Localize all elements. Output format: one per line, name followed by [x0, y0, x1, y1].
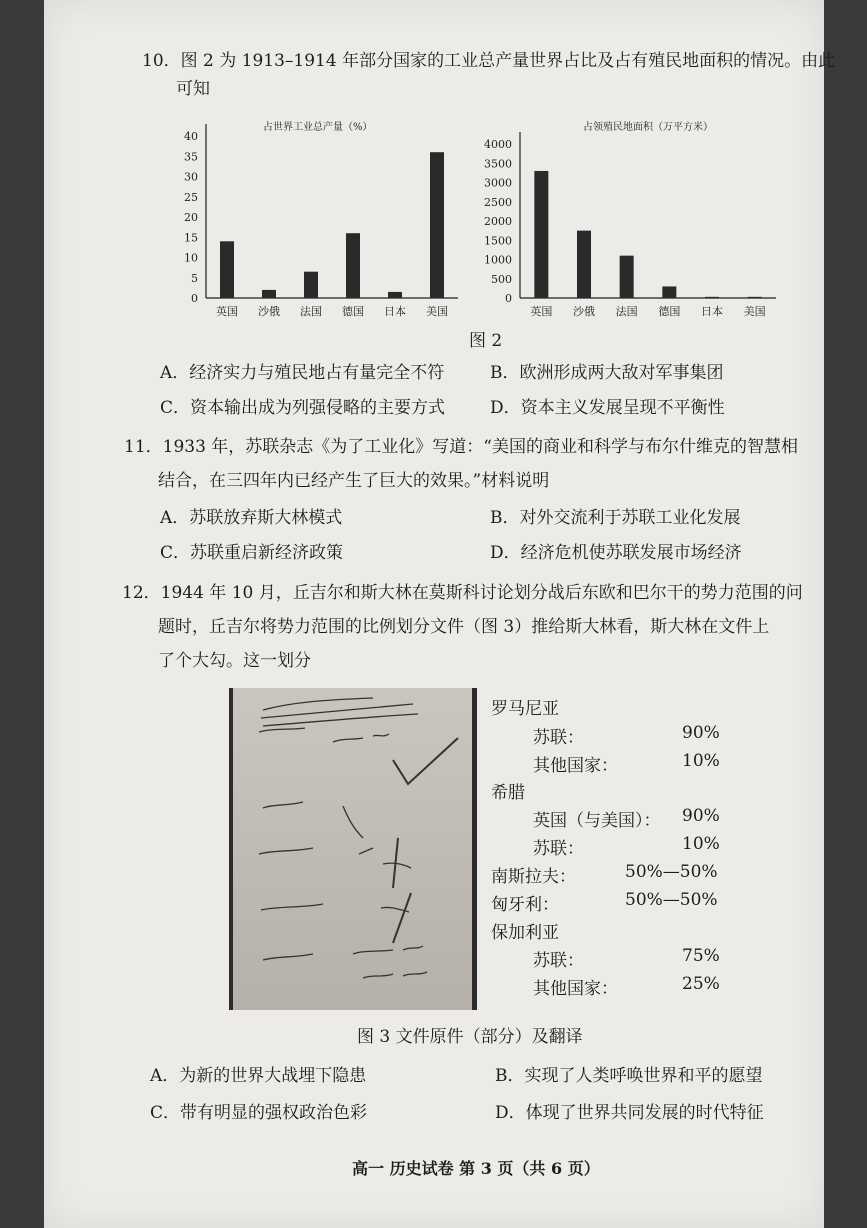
x-tick-label: 沙俄	[258, 305, 280, 318]
y-tick-label: 40	[184, 130, 198, 143]
q11-stem-line1: 11．1933 年，苏联杂志《为了工业化》写道：“美国的商业和科学与布尔什维克的智慧相	[124, 437, 798, 457]
bar-美国	[748, 297, 762, 298]
romania-ussr-value: 90%	[682, 723, 720, 743]
q10-option-a[interactable]: A．经济实力与殖民地占有量完全不符	[160, 363, 445, 383]
q10-stem-line2: 可知	[176, 79, 210, 99]
x-tick-label: 德国	[342, 305, 364, 318]
greece-uk-label: 英国（与美国）：	[533, 811, 661, 831]
q10-option-b[interactable]: B．欧洲形成两大敌对军事集团	[490, 363, 724, 383]
x-tick-label: 美国	[743, 305, 766, 318]
y-tick-label: 2500	[484, 195, 512, 209]
q10-option-c[interactable]: C．资本输出成为列强侵略的主要方式	[160, 398, 446, 418]
bar-英国	[534, 171, 548, 298]
bar-法国	[304, 272, 318, 298]
bar-日本	[705, 297, 719, 298]
figure-3-caption: 图 3 文件原件（部分）及翻译	[357, 1027, 583, 1047]
y-tick-label: 2000	[484, 215, 512, 228]
q11-stem-line2: 结合，在三四年内已经产生了巨大的效果。”材料说明	[158, 471, 550, 491]
hungary-label: 匈牙利：	[491, 895, 559, 915]
y-tick-label: 1500	[484, 234, 512, 248]
bar-法国	[620, 256, 634, 298]
bar-美国	[430, 152, 444, 298]
greece-ussr-value: 10%	[682, 834, 720, 854]
q12-option-c[interactable]: C．带有明显的强权政治色彩	[150, 1103, 368, 1123]
y-tick-label: 500	[491, 272, 512, 286]
figure-2-charts	[168, 110, 788, 325]
bar-德国	[346, 233, 360, 298]
greece-uk-value: 90%	[682, 806, 720, 826]
bar-沙俄	[577, 231, 591, 298]
q12-option-b[interactable]: B．实现了人类呼唤世界和平的愿望	[495, 1066, 763, 1086]
bar-英国	[220, 241, 234, 298]
q12-option-a[interactable]: A．为新的世界大战埋下隐患	[150, 1066, 367, 1086]
y-tick-label: 20	[184, 211, 198, 224]
hungary-value: 50%—50%	[625, 890, 718, 910]
chart-title: 占世界工业总产量（%）	[263, 122, 373, 133]
bar-沙俄	[262, 290, 276, 298]
handwritten-notes-sketch	[233, 688, 472, 1010]
q12-stem-line3: 了个大勾。这一划分	[158, 651, 311, 671]
chart-industrial-output	[184, 120, 458, 318]
y-tick-label: 3500	[484, 157, 512, 171]
x-tick-label: 日本	[701, 305, 723, 318]
romania-ussr-label: 苏联：	[533, 728, 584, 748]
x-tick-label: 沙俄	[573, 305, 595, 318]
y-tick-label: 25	[184, 190, 198, 204]
y-tick-label: 3000	[484, 176, 512, 190]
bulgaria-ussr-label: 苏联：	[533, 951, 584, 971]
x-tick-label: 法国	[615, 305, 638, 318]
q11-option-d[interactable]: D．经济危机使苏联发展市场经济	[490, 543, 742, 563]
romania-other-value: 10%	[682, 751, 720, 771]
bar-德国	[662, 286, 676, 298]
greece-heading: 希腊	[491, 783, 525, 803]
q12-stem-line2: 题时，丘吉尔将势力范围的比例划分文件（图 3）推给斯大林看，斯大林在文件上	[158, 617, 770, 637]
bulgaria-other-value: 25%	[682, 974, 720, 994]
y-tick-label: 35	[184, 150, 198, 164]
percentages-document-photo	[229, 688, 477, 1010]
q11-option-a[interactable]: A．苏联放弃斯大林模式	[160, 508, 343, 528]
yugoslavia-label: 南斯拉夫：	[491, 867, 576, 887]
y-tick-label: 5	[191, 271, 198, 285]
q12-stem-line1: 12．1944 年 10 月，丘吉尔和斯大林在莫斯科讨论划分战后东欧和巴尔干的势力范围的问	[122, 583, 803, 603]
figure-2-caption: 图 2	[469, 331, 503, 351]
x-tick-label: 德国	[658, 305, 681, 318]
x-tick-label: 美国	[426, 305, 448, 318]
q11-option-b[interactable]: B．对外交流利于苏联工业化发展	[490, 508, 741, 528]
chart-title: 占领殖民地面积（万平方米）	[583, 122, 713, 133]
x-tick-label: 英国	[216, 305, 238, 318]
q10-option-d[interactable]: D．资本主义发展呈现不平衡性	[490, 398, 725, 418]
bulgaria-other-label: 其他国家：	[533, 979, 618, 999]
greece-ussr-label: 苏联：	[533, 839, 584, 859]
q11-option-c[interactable]: C．苏联重启新经济政策	[160, 543, 344, 563]
x-tick-label: 法国	[300, 305, 322, 318]
page-footer: 高一 历史试卷 第 3 页（共 6 页）	[352, 1159, 600, 1178]
romania-other-label: 其他国家：	[533, 756, 618, 776]
x-tick-label: 英国	[530, 305, 553, 318]
y-tick-label: 15	[184, 231, 198, 245]
q12-option-d[interactable]: D．体现了世界共同发展的时代特征	[495, 1103, 764, 1123]
chart-colony-area	[484, 120, 776, 318]
y-tick-label: 10	[184, 251, 198, 265]
y-tick-label: 1000	[484, 253, 512, 267]
x-tick-label: 日本	[384, 305, 406, 318]
y-tick-label: 0	[505, 292, 512, 305]
y-tick-label: 0	[191, 292, 198, 305]
yugoslavia-value: 50%—50%	[625, 862, 718, 882]
romania-heading: 罗马尼亚	[491, 699, 559, 719]
y-tick-label: 30	[184, 170, 198, 184]
q10-stem-line1: 10．图 2 为 1913–1914 年部分国家的工业总产量世界占比及占有殖民地面积的情况。由此	[142, 51, 836, 71]
bulgaria-ussr-value: 75%	[682, 946, 720, 966]
bulgaria-heading: 保加利亚	[491, 923, 559, 943]
bar-日本	[388, 292, 402, 298]
y-tick-label: 4000	[484, 138, 512, 151]
